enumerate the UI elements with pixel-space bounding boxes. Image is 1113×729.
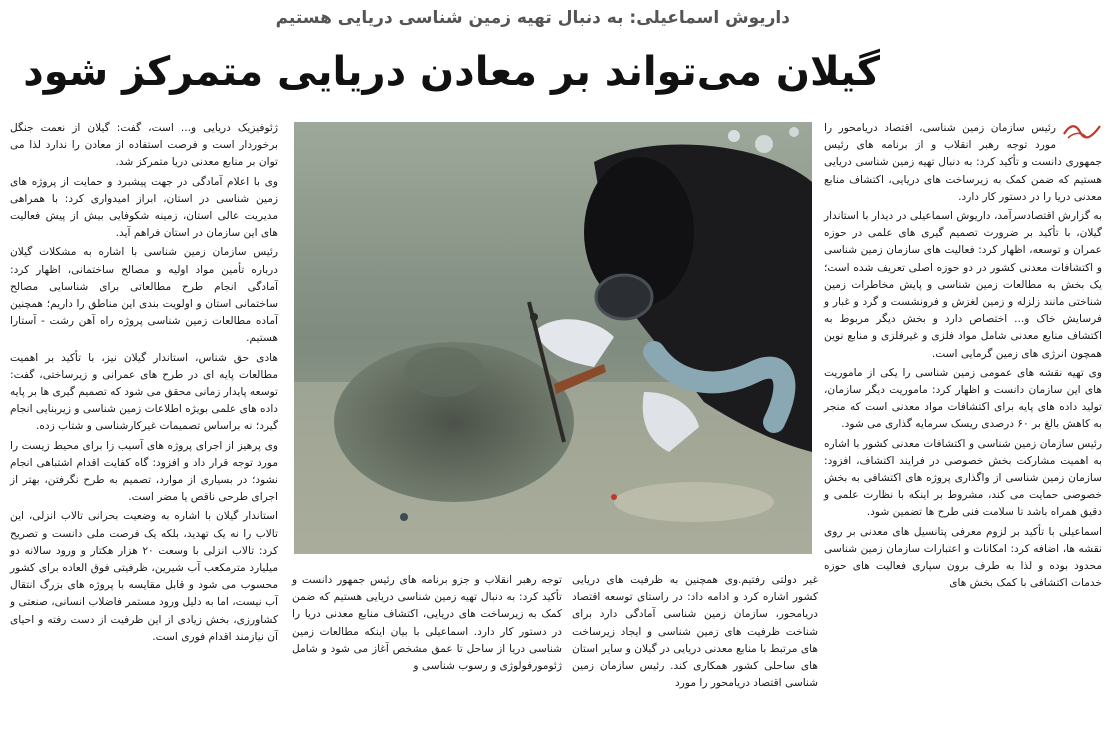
article-column-right (824, 120, 1102, 720)
paragraph: رئیس سازمان زمین شناسی، اقتصاد دریامحور را مورد توجه رهبر انقلاب و از برنامه های رئیس جمهوری دانست و تأکید کرد: به دنبال تهیه زمین شناسی دریایی هستیم که ضمن کمک به زیرساخت های دریایی، اکتشاف منابع معدنی دریا را در دستور کار دارد. (824, 122, 1102, 203)
article-column-left (10, 120, 278, 720)
article-column-bottom-middle (572, 572, 818, 702)
paragraph: رئیس سازمان زمین شناسی و اکتشافات معدنی کشور با اشاره به اهمیت مشارکت بخش خصوصی در فرایند اکتشاف، افزود: سازمان زمین شناسی از واگذاری پروژه های اکتشافی به بخش خصوصی حمایت می کند، مشروط بر اینکه با نظارت علمی و دقیق همراه باشد تا سلامت فنی طرح ها تضمین شود. (824, 437, 1102, 519)
paragraph: وی با اعلام آمادگی در جهت پیشبرد و حمایت از پروژه های زمین شناسی در استان، ابراز امیدواری کرد: با همراهی مدیریت عالی استان، زمینه شکوفایی بیش از پیش فعالیت های این سازمان در استان فراهم آید. (10, 175, 278, 240)
paragraph: ژئوفیزیک دریایی و... است، گفت: گیلان از نعمت جنگل برخوردار است و فرصت استفاده از معادن را ندارد لذا می توان بر منابع معدنی دریا متمرکز شد. (10, 122, 278, 169)
paragraph: هادی حق شناس، استاندار گیلان نیز، با تأکید بر اهمیت مطالعات پایه ای در طرح های عمرانی و زیرساختی، گفت: توسعه پایدار زمانی محقق می شود که تصمیم گیری ها بر پایه داده های علمی بویژه اطلاعات زمین شناسی و زیربنایی انجام گیرد؛ نه براساس تصمیمات غیرکارشناسی و شتاب زده. (10, 351, 278, 433)
paragraph: وی تهیه نقشه های عمومی زمین شناسی را یکی از ماموریت های این سازمان دانست و اظهار کرد: ماموریت دیگر سازمان، تولید داده های پایه برای اکتشافات مواد معدنی است که منجر به کاهش بالغ بر ۶۰ درصدی ریسک سرمایه گذاری می شود. (824, 366, 1102, 431)
diver-photo-illustration (294, 122, 812, 554)
article-column-bottom-left (292, 572, 562, 702)
paragraph: به گزارش اقتصادسرآمد، داریوش اسماعیلی در دیدار با استاندار گیلان، با تأکید بر ضرورت تصمیم گیری های علمی در حوزه عمران و توسعه، اظهار کرد: فعالیت های سازمان زمین شناسی و اکتشافات معدنی کشور در دو حوزه اصلی تعریف شده است؛ یک بخش به مطالعات زمین شناسی و پایش مخاطرات زمین شناختی مانند زلزله و زمین لغزش و فرونشست و گرد و غبار و فرسایش خاک و... اختصاص دارد و بخش دیگر مربوط به اکتشاف منابع معدنی شامل مواد فلزی و غیرفلزی و منابع نوین همچون انرژی های زمین گرمایی است. (824, 210, 1102, 360)
article-kicker: داریوش اسماعیلی: به دنبال تهیه زمین شناسی دریایی هستیم (275, 8, 790, 28)
paragraph: وی پرهیز از اجرای پروژه های آسیب زا برای محیط زیست را مورد توجه قرار داد و افزود: گاه کفایت اقدام اشتباهی انجام نشود؛ در بسیاری از موارد، تصمیم به طرح نگرفتن، بهتر از اجرای طرحی ناقص یا مضر است. (10, 439, 278, 504)
article-photo (294, 122, 812, 554)
paragraph: توجه رهبر انقلاب و جزو برنامه های رئیس جمهور دانست و تأکید کرد: به دنبال تهیه زمین شناسی دریایی هستیم که ضمن کمک به زیرساخت های دریایی، اکتشاف منابع معدنی دریا را در دستور کار دارد. اسماعیلی با بیان اینکه مطالعات زمین شناسی دریا از ساحل تا عمق مشخص آغاز می شود و شامل ژئومورفولوژی و رسوب شناسی و (292, 574, 562, 673)
paragraph: رئیس سازمان زمین شناسی با اشاره به مشکلات گیلان درباره تأمین مواد اولیه و مصالح ساختمانی، اظهار کرد: آمادگی انجام طرح مطالعاتی برای شناسایی مصالح ساختمانی استان و اولویت بندی این مناطق را داریم؛ همچنین آماده مطالعات زمین شناسی پروژه راه آهن رشت - آستارا هستیم. (10, 246, 278, 345)
logo-mark (1062, 120, 1102, 142)
article-headline: گیلان می‌تواند بر معادن دریایی متمرکز شود (23, 49, 880, 95)
paragraph: اسماعیلی با تأکید بر لزوم معرفی پتانسیل های معدنی بر روی نقشه ها، اضافه کرد: امکانات و اعتبارات سازمان زمین شناسی محدود بوده و لذا به طرف برون سپاری فعالیت های حوزه خدمات اکتشافی با کمک بخش های (824, 525, 1102, 590)
paragraph: غیر دولتی رفتیم.وی همچنین به ظرفیت های دریایی کشور اشاره کرد و ادامه داد: در راستای توسعه اقتصاد دریامحور، سازمان زمین شناسی آمادگی دارد برای شناخت ظرفیت های زمین شناسی و ایجاد زیرساخت های مرتبط با منابع معدنی دریایی در گیلان و سایر استان های ساحلی کشور همکاری کند. رئیس سازمان زمین شناسی اقتصاد دریامحور را مورد (572, 574, 818, 690)
newspaper-logo-icon (1062, 120, 1102, 142)
paragraph: استاندار گیلان با اشاره به وضعیت بحرانی تالاب انزلی، این تالاب را نه یک تهدید، بلکه یک فرصت ملی دانست و تصریح کرد: تالاب انزلی با وسعت ۲۰ هزار هکتار و ورود سالانه دو میلیارد مترمکعب آب شیرین، ظرفیتی فوق العاده برای کشور محسوب می شود و قابل مقایسه با پروژه های بزرگ انتقال آب نیست، اما به دلیل ورود مستمر فاضلاب انسانی، صنعتی و کشاورزی، بخش زیادی از این ظرفیت از دست رفته و احیای آن نیازمند اقدام فوری است. (10, 510, 278, 643)
